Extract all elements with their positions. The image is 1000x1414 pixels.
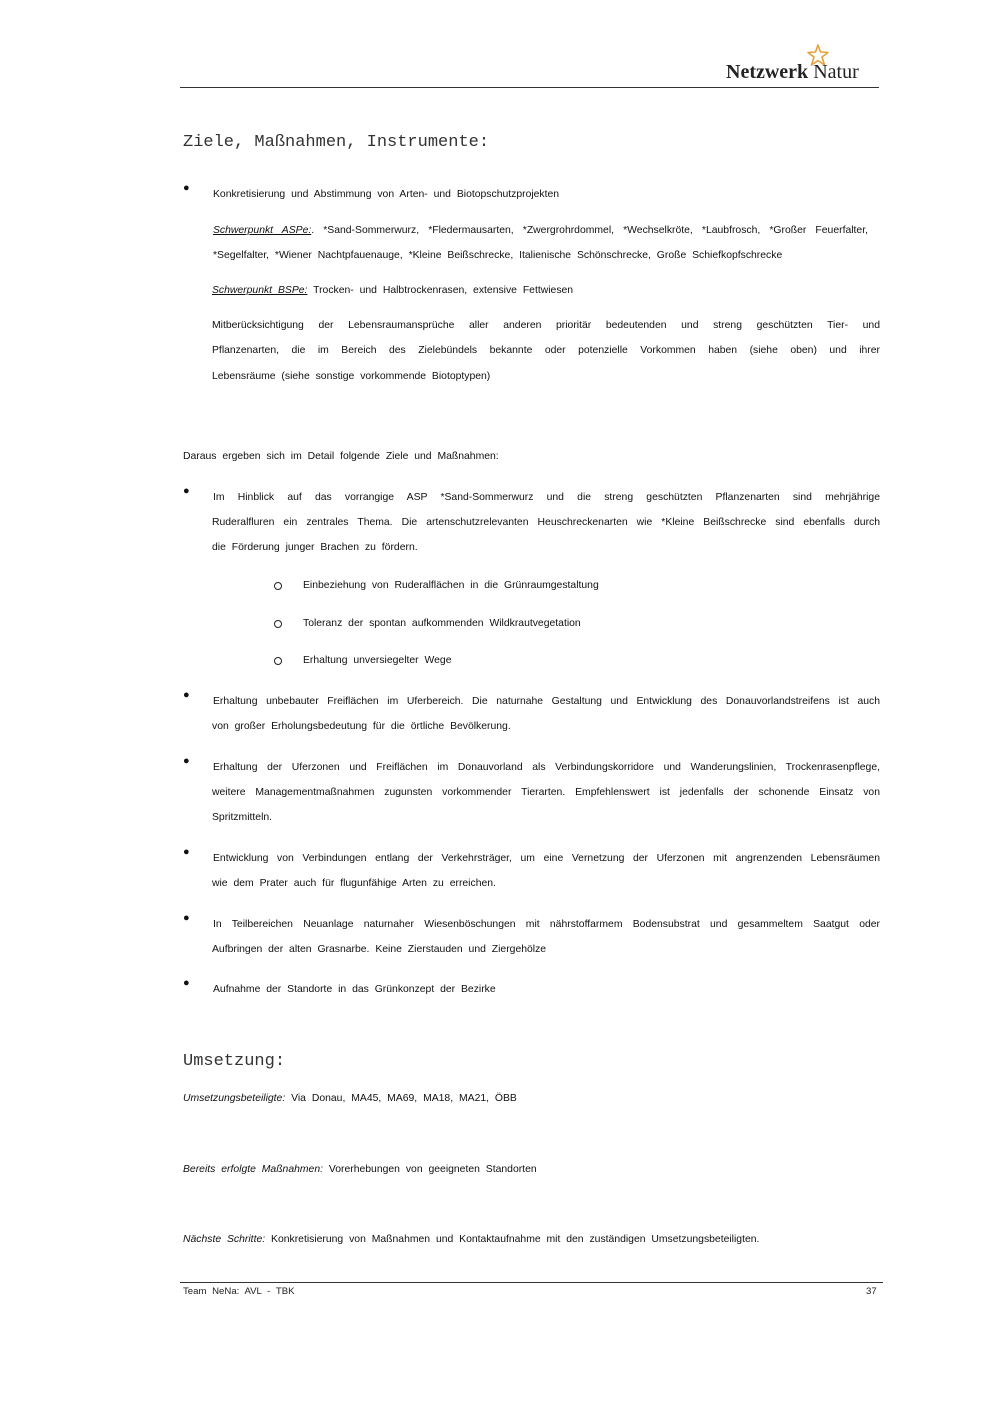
page-number: 37 xyxy=(866,1286,877,1297)
asp-line-1 xyxy=(213,218,868,243)
bsp-label: Schwerpunkt BSPe: xyxy=(212,285,308,296)
circle-bullet-icon xyxy=(274,620,282,628)
header-rule xyxy=(180,87,879,88)
measure-6: Aufnahme der Standorte in das Grünkonzept der Bezirke xyxy=(213,984,496,995)
bullet-icon: ● xyxy=(183,485,190,497)
bullet-icon: ● xyxy=(183,912,190,924)
measure-3-line-2: weitere Managementmaßnahmen zugunsten vorkommender Tierarten. Empfehlenswert ist jedenfalls der schonende Einsatz von xyxy=(212,787,880,798)
circle-bullet-icon xyxy=(274,582,282,590)
measure-4-line-1: Entwicklung von Verbindungen entlang der Verkehrsträger, um eine Vernetzung der Uferzonen mit angrenzenden Lebensräumen xyxy=(213,853,880,864)
measure-1-line-1: Im Hinblick auf das vorrangige ASP *Sand-Sommerwurz und die streng geschützten Pflanzenarten sind mehrjährige xyxy=(213,492,880,503)
beteiligte-text: Via Donau, MA45, MA69, MA18, MA21, ÖBB xyxy=(291,1093,517,1104)
sub-measure-2: Toleranz der spontan aufkommenden Wildkrautvegetation xyxy=(303,618,581,629)
section-title-umsetzung: Umsetzung: xyxy=(183,1052,286,1071)
erfolgte-line xyxy=(183,1157,537,1182)
measure-1-line-2: Ruderalfluren ein zentrales Thema. Die artenschutzrelevanten Heuschreckenarten wie *Kleine Beißschrecke sind ebenfalls durch xyxy=(212,517,880,528)
mit-line-1: Mitberücksichtigung der Lebensraumansprüche aller anderen prioritär bedeutenden und streng geschützten Tier- und xyxy=(212,320,880,331)
footer-rule xyxy=(180,1282,883,1283)
logo-rest: Natur xyxy=(813,61,859,83)
measure-1-line-3: die Förderung junger Brachen zu fördern. xyxy=(212,542,418,553)
measure-3-line-3: Spritzmitteln. xyxy=(212,812,273,823)
schritte-label: Nächste Schritte: xyxy=(183,1234,266,1245)
mit-line-2: Pflanzenarten, die im Bereich des Zielebündels bekannte oder potenzielle Vorkommen haben (siehe oben) und ihrer xyxy=(212,345,880,356)
asp-line-2: *Segelfalter, *Wiener Nachtpfauenauge, *Kleine Beißschrecke, Italienische Schönschrecke, Große Schiefkopfschrecke xyxy=(213,250,783,261)
asp-text-1: . *Sand-Sommerwurz, *Fledermausarten, *Zwergrohrdommel, *Wechselkröte, *Laubfrosch, *Großer Feuerfalter, xyxy=(311,225,868,236)
bullet-icon: ● xyxy=(183,689,190,701)
bsp-text: Trocken- und Halbtrockenrasen, extensive Fettwiesen xyxy=(313,285,574,296)
sub-measure-3: Erhaltung unversiegelter Wege xyxy=(303,655,452,666)
measure-4-line-2: wie dem Prater auch für flugunfähige Arten zu erreichen. xyxy=(212,878,496,889)
section-title-ziele: Ziele, Maßnahmen, Instrumente: xyxy=(183,133,490,152)
footer-team: Team NeNa: AVL - TBK xyxy=(183,1286,295,1297)
bsp-line xyxy=(212,278,573,303)
schritte-text: Konkretisierung von Maßnahmen und Kontaktaufnahme mit den zuständigen Umsetzungsbeteiligten. xyxy=(271,1234,760,1245)
measure-5-line-2: Aufbringen der alten Grasnarbe. Keine Zierstauden und Ziergehölze xyxy=(212,944,547,955)
circle-bullet-icon xyxy=(274,657,282,665)
item-konkretisierung: Konkretisierung und Abstimmung von Arten- und Biotopschutzprojekten xyxy=(213,189,560,200)
netzwerk-natur-logo xyxy=(726,44,872,84)
bullet-icon: ● xyxy=(183,846,190,858)
measure-5-line-1: In Teilbereichen Neuanlage naturnaher Wiesenböschungen mit nährstoffarmem Bodensubstrat und gesammeltem Saatgut oder xyxy=(213,919,880,930)
intro-text: Daraus ergeben sich im Detail folgende Ziele und Maßnahmen: xyxy=(183,451,499,462)
logo-bold: Netzwerk xyxy=(726,61,809,83)
measure-3-line-1: Erhaltung der Uferzonen und Freiflächen im Donauvorland als Verbindungskorridore und Wanderungslinien, Trockenrasenpflege, xyxy=(213,762,880,773)
bullet-icon: ● xyxy=(183,755,190,767)
mit-line-3: Lebensräume (siehe sonstige vorkommende Biotoptypen) xyxy=(212,371,491,382)
logo-text xyxy=(726,61,859,84)
asp-label: Schwerpunkt ASPe: xyxy=(213,225,312,236)
measure-2-line-1: Erhaltung unbebauter Freiflächen im Uferbereich. Die naturnahe Gestaltung und Entwicklung des Donauvorlandstreifens ist auch xyxy=(213,696,880,707)
bullet-icon: ● xyxy=(183,182,190,194)
sub-measure-1: Einbeziehung von Ruderalflächen in die Grünraumgestaltung xyxy=(303,580,599,591)
erfolgte-label: Bereits erfolgte Maßnahmen: xyxy=(183,1164,323,1175)
measure-2-line-2: von großer Erholungsbedeutung für die örtliche Bevölkerung. xyxy=(212,721,511,732)
erfolgte-text: Vorerhebungen von geeigneten Standorten xyxy=(328,1164,537,1175)
bullet-icon: ● xyxy=(183,977,190,989)
beteiligte-line xyxy=(183,1086,517,1111)
schritte-line xyxy=(183,1227,759,1252)
beteiligte-label: Umsetzungsbeteiligte: xyxy=(183,1093,286,1104)
